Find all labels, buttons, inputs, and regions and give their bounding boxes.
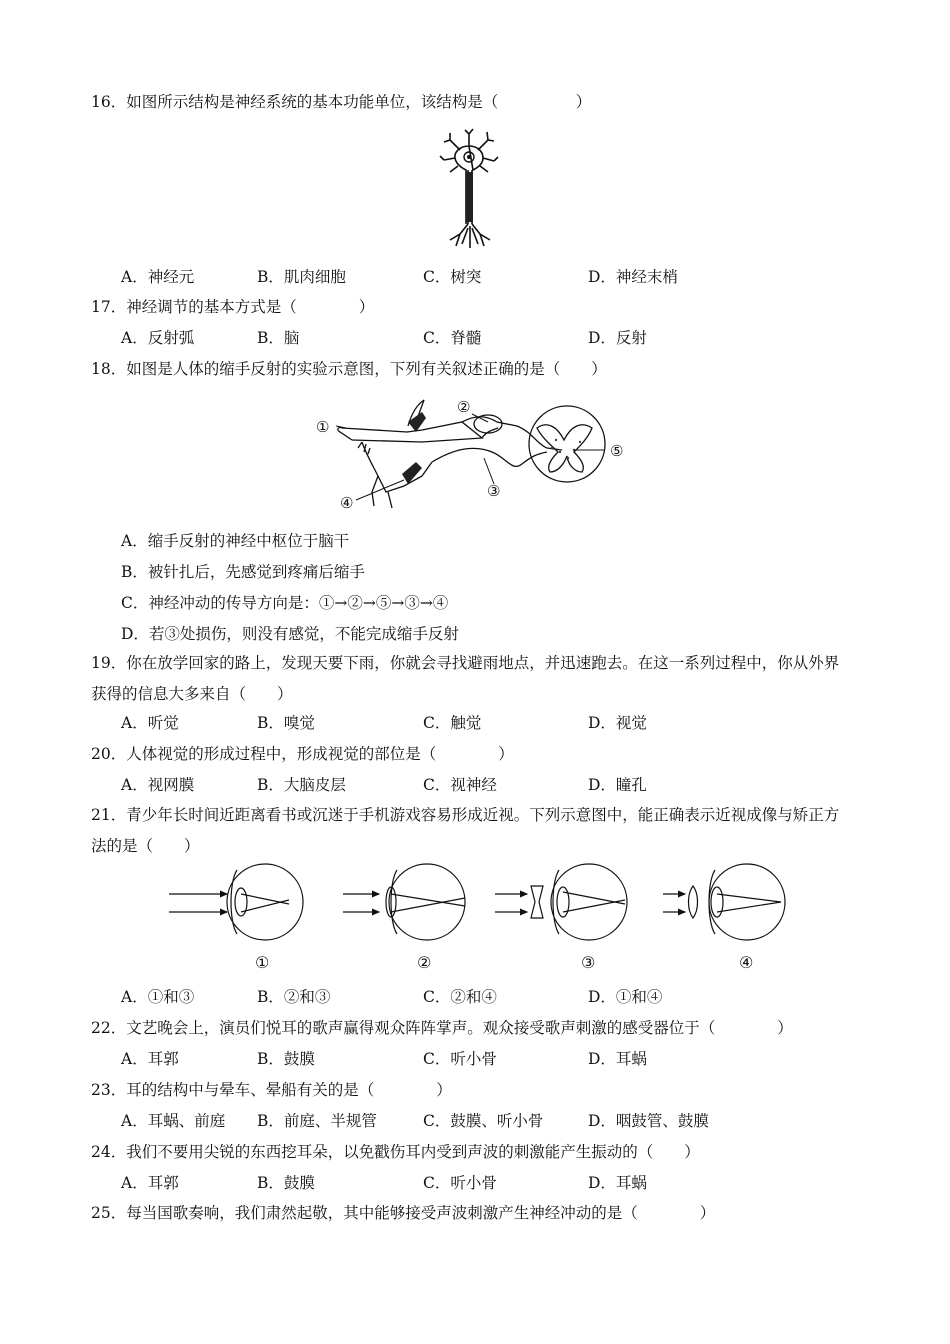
option-c[interactable]: C．听小骨 (423, 1174, 497, 1192)
question-16-stem: 16．如图所示结构是神经系统的基本功能单位，该结构是（ ） (91, 93, 592, 111)
option-c[interactable]: C．鼓膜、听小骨 (423, 1112, 544, 1130)
question-18-stem: 18．如图是人体的缩手反射的实验示意图，下列有关叙述正确的是（ ） (91, 360, 607, 378)
eye-4 (709, 864, 785, 940)
reflex-label-1: ① (316, 418, 330, 436)
question-18-option-c[interactable]: C．神经冲动的传导方向是：①→②→⑤→③→④ (121, 594, 449, 612)
option-b[interactable]: B．前庭、半规管 (257, 1112, 377, 1130)
question-22-stem: 22．文艺晚会上，演员们悦耳的歌声赢得观众阵阵掌声。观众接受歌声刺激的感受器位于（ ） (91, 1019, 793, 1037)
option-c[interactable]: C．视神经 (423, 776, 497, 794)
option-c[interactable]: C．触觉 (423, 714, 482, 732)
question-18-option-d[interactable]: D．若③处损伤，则没有感觉，不能完成缩手反射 (121, 625, 459, 643)
option-c[interactable]: C．树突 (423, 268, 482, 286)
option-d[interactable]: D．反射 (588, 329, 647, 347)
eye-label-1: ① (255, 953, 270, 972)
option-a[interactable]: A．神经元 (121, 268, 195, 286)
reflex-label-2: ② (457, 398, 471, 416)
eye-diagrams-figure (165, 862, 790, 976)
option-b[interactable]: B．②和③ (257, 988, 331, 1006)
eye-1 (227, 864, 303, 940)
option-d[interactable]: D．瞳孔 (588, 776, 647, 794)
option-b[interactable]: B．肌肉细胞 (257, 268, 346, 286)
option-d[interactable]: D．①和④ (588, 988, 663, 1006)
eye-label-3: ③ (581, 953, 596, 972)
option-b[interactable]: B．大脑皮层 (257, 776, 346, 794)
option-d[interactable]: D．视觉 (588, 714, 647, 732)
option-a[interactable]: A．耳蜗、前庭 (121, 1112, 226, 1130)
option-b[interactable]: B．嗅觉 (257, 714, 315, 732)
reflex-arc-figure (312, 392, 632, 514)
question-24-stem: 24．我们不要用尖锐的东西挖耳朵，以免戳伤耳内受到声波的刺激能产生振动的（ ） (91, 1143, 700, 1161)
option-c[interactable]: C．听小骨 (423, 1050, 497, 1068)
question-18-option-b[interactable]: B．被针扎后，先感觉到疼痛后缩手 (121, 563, 365, 581)
question-17-stem: 17．神经调节的基本方式是（ ） (91, 298, 375, 316)
question-21-stem: 21．青少年长时间近距离看书或沉迷于手机游戏容易形成近视。下列示意图中，能正确表示近视成像与矫正方法的是（ ） (91, 806, 840, 855)
option-d[interactable]: D．耳蜗 (588, 1050, 647, 1068)
option-a[interactable]: A．耳郭 (121, 1174, 179, 1192)
eye-label-4: ④ (739, 953, 754, 972)
option-b[interactable]: B．鼓膜 (257, 1050, 315, 1068)
question-23-stem: 23．耳的结构中与晕车、晕船有关的是（ ） (91, 1081, 452, 1099)
option-a[interactable]: A．①和③ (121, 988, 195, 1006)
option-a[interactable]: A．反射弧 (121, 329, 195, 347)
option-c[interactable]: C．脊髓 (423, 329, 482, 347)
reflex-label-4: ④ (340, 494, 354, 512)
option-d[interactable]: D．耳蜗 (588, 1174, 647, 1192)
question-25-stem: 25．每当国歌奏响，我们肃然起敬，其中能够接受声波刺激产生神经冲动的是（ ） (91, 1204, 716, 1222)
question-20-stem: 20．人体视觉的形成过程中，形成视觉的部位是（ ） (91, 745, 514, 763)
eye-label-2: ② (417, 953, 432, 972)
eye-2 (389, 864, 465, 940)
question-18-option-a[interactable]: A．缩手反射的神经中枢位于脑干 (121, 532, 350, 550)
option-a[interactable]: A．视网膜 (121, 776, 195, 794)
option-d[interactable]: D．咽鼓管、鼓膜 (588, 1112, 709, 1130)
option-b[interactable]: B．脑 (257, 329, 300, 347)
option-c[interactable]: C．②和④ (423, 988, 497, 1006)
question-19-stem: 19．你在放学回家的路上，发现天要下雨，你就会寻找避雨地点，并迅速跑去。在这一系列过程中，你从外界获得的信息大多来自（ ） (91, 654, 840, 703)
reflex-label-3: ③ (487, 482, 501, 500)
neuron-figure (438, 128, 500, 254)
option-a[interactable]: A．耳郭 (121, 1050, 179, 1068)
option-b[interactable]: B．鼓膜 (257, 1174, 315, 1192)
option-a[interactable]: A．听觉 (121, 714, 179, 732)
reflex-label-5: ⑤ (610, 442, 624, 460)
option-d[interactable]: D．神经末梢 (588, 268, 678, 286)
